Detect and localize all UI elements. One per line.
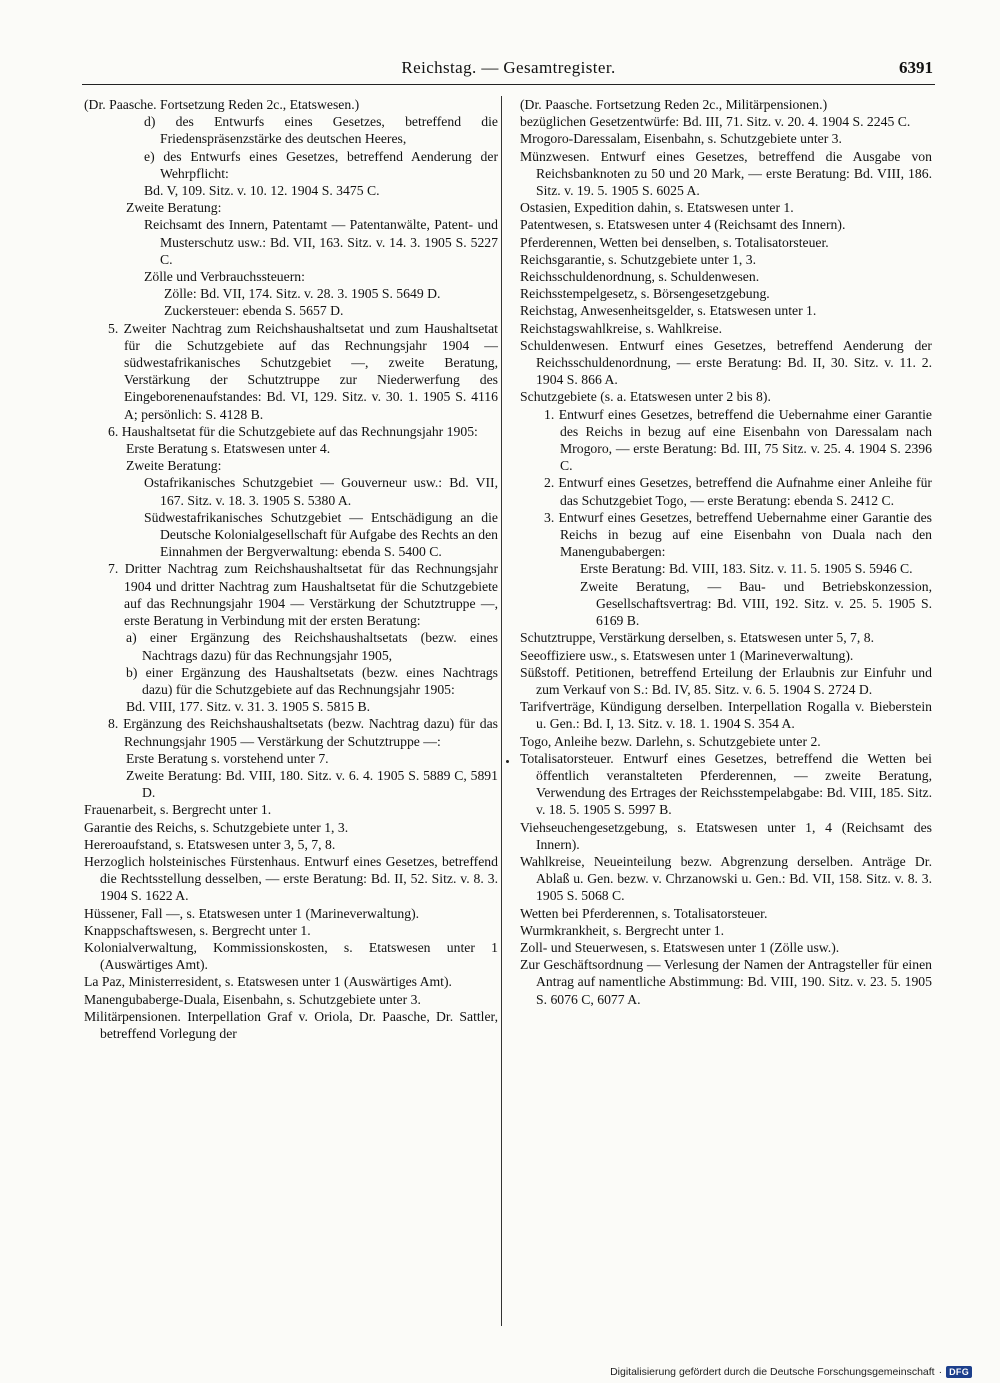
index-entry: Zoll- und Steuerwesen, s. Etatswesen unter 1 (Zölle usw.).: [520, 939, 840, 955]
index-entry: Ostasien, Expedition dahin, s. Etatswesen unter 1.: [520, 200, 794, 216]
index-entry: Hüssener, Fall —, s. Etatswesen unter 1 (Marineverwaltung).: [84, 905, 420, 921]
index-entry: Ostafrikanisches Schutzgebiet — Gouverneur usw.: Bd. VII, 167. Sitz. v. 18. 3. 1905 S. 5380 A.: [144, 475, 498, 508]
index-entry: Manengubaberge-Duala, Eisenbahn, s. Schutzgebiete unter 3.: [84, 991, 421, 1007]
index-entry: Garantie des Reichs, s. Schutzgebiete unter 1, 3.: [84, 819, 349, 835]
index-entry: a) einer Ergänzung des Reichshaushaltsetats (bezw. eines Nachtrags dazu) für das Rechnungsjahr 1905,: [126, 630, 498, 663]
index-entry: Wurmkrankheit, s. Bergrecht unter 1.: [520, 922, 725, 938]
index-entry: Zuckersteuer: ebenda S. 5657 D.: [164, 303, 344, 319]
index-entry: Zweite Beratung:: [126, 458, 222, 474]
index-entry: Herzoglich holsteinisches Fürstenhaus. Entwurf eines Gesetzes, betreffend die Rechtsstellung desselben, — erste Beratung: Bd. II, 52. Sitz. v. 8. 3. 1904 S. 1622 A.: [84, 853, 498, 904]
index-entry: Zölle und Verbrauchssteuern:: [144, 269, 305, 285]
index-entry: Zölle: Bd. VII, 174. Sitz. v. 28. 3. 1905 S. 5649 D.: [164, 286, 441, 302]
page-number: 6391: [899, 58, 933, 77]
index-entry: Schutzgebiete (s. a. Etatswesen unter 2 bis 8).: [520, 389, 771, 405]
column-divider: [501, 96, 502, 1326]
index-entry: Zur Geschäftsordnung — Verlesung der Namen der Antragsteller für einen Antrag auf namentliche Abstimmung: Bd. VIII, 190. Sitz. v. 23. 5. 1905 S. 6076 C, 6077 A.: [520, 957, 932, 1007]
index-entry: Totalisatorsteuer. Entwurf eines Gesetzes, betreffend die Wetten bei öffentlich veranstalteten Pferderennen, — zweite Beratung, Verwendung des Ertrages der Reichsstempelabgabe: Bd. VIII, 185. Sitz. v. 18. 5. 1905 S. 5997 B.: [520, 750, 932, 818]
index-entry: e) des Entwurfs eines Gesetzes, betreffend Aenderung der Wehrpflicht:: [144, 148, 498, 181]
dfg-logo: DFG: [946, 1366, 972, 1378]
index-entry: Knappschaftswesen, s. Bergrecht unter 1.: [84, 922, 311, 938]
index-entry: 8. Ergänzung des Reichshaushaltsetats (bezw. Nachtrag dazu) für das Rechnungsjahr 1905 — Verstärkung der Schutztruppe —:: [108, 716, 498, 749]
footer-credit: Digitalisierung gefördert durch die Deutsche Forschungsgemeinschaft: [610, 1366, 935, 1378]
right-column: [520, 96, 932, 1008]
index-entry: d) des Entwurfs eines Gesetzes, betreffend die Friedenspräsenzstärke des deutschen Heeres,: [144, 114, 498, 147]
running-title: Reichstag. — Gesamtregister.: [401, 58, 616, 77]
footer-separator: ·: [938, 1366, 943, 1378]
index-entry: La Paz, Ministerresident, s. Etatswesen unter 1 (Auswärtiges Amt).: [84, 974, 452, 990]
page-header: [82, 58, 935, 85]
index-entry: Seeoffiziere usw., s. Etatswesen unter 1 (Marineverwaltung).: [520, 647, 854, 663]
index-entry: Zweite Beratung, — Bau- und Betriebskonzession, Gesellschaftsvertrag: Bd. VIII, 192. Sitz. v. 25. 5. 1905 S. 6169 B.: [580, 578, 932, 629]
index-entry: Südwestafrikanisches Schutzgebiet — Entschädigung an die Deutsche Kolonialgesellschaft für Aufgabe des Rechts an den Einnahmen der Bergverwaltung: ebenda S. 5400 C.: [144, 509, 498, 560]
index-entry: Erste Beratung s. vorstehend unter 7.: [126, 750, 329, 766]
index-entry: Schuldenwesen. Entwurf eines Gesetzes, betreffend Aenderung der Reichsschuldenordnung, — erste Beratung: Bd. II, 30. Sitz. v. 11. 2. 1904 S. 866 A.: [520, 337, 932, 388]
index-entry: Zweite Beratung:: [126, 200, 222, 216]
index-entry: Schutztruppe, Verstärkung derselben, s. Etatswesen unter 5, 7, 8.: [520, 630, 875, 646]
index-entry: (Dr. Paasche. Fortsetzung Reden 2c., Etatswesen.): [84, 97, 360, 112]
index-entry: Reichsgarantie, s. Schutzgebiete unter 1, 3.: [520, 251, 757, 267]
index-entry: Patentwesen, s. Etatswesen unter 4 (Reichsamt des Innern).: [520, 217, 846, 233]
index-entry: Erste Beratung s. Etatswesen unter 4.: [126, 441, 331, 457]
index-entry: Reichstag, Anwesenheitsgelder, s. Etatswesen unter 1.: [520, 303, 817, 319]
index-entry: Wetten bei Pferderennen, s. Totalisatorsteuer.: [520, 905, 768, 921]
index-entry: Bd. V, 109. Sitz. v. 10. 12. 1904 S. 3475 C.: [144, 183, 380, 199]
index-entry: Frauenarbeit, s. Bergrecht unter 1.: [84, 802, 272, 818]
index-entry: Münzwesen. Entwurf eines Gesetzes, betreffend die Ausgabe von Reichsbanknoten zu 50 und 20 Mark, — erste Beratung: Bd. VIII, 186. Sitz. v. 19. 5. 1905 S. 6025 A.: [520, 148, 932, 199]
index-entry: 1. Entwurf eines Gesetzes, betreffend die Uebernahme einer Garantie des Reichs in bezug auf eine Eisenbahn von Daressalam nach Mrogoro, — erste Beratung: Bd. III, 75 Sitz. v. 25. 4. 1904 S. 2396 C.: [544, 406, 932, 474]
index-entry: Reichstagswahlkreise, s. Wahlkreise.: [520, 320, 723, 336]
index-entry: Hereroaufstand, s. Etatswesen unter 3, 5, 7, 8.: [84, 836, 336, 852]
index-entry: b) einer Ergänzung des Haushaltsetats (bezw. eines Nachtrags dazu) für die Schutzgebiete auf das Rechnungsjahr 1905:: [126, 664, 498, 697]
index-entry: 5. Zweiter Nachtrag zum Reichshaushaltsetat und zum Haushaltsetat für die Schutzgebiete auf das Rechnungsjahr 1904 — südwestafrikanisches Schutzgebiet —, zweite Beratung, Verstärkung der Schutztruppe zur Niederwerfung des Eingeborenenaufstandes: Bd. VI, 129. Sitz. v. 30. 1. 1905 S. 4116 A; persönlich: S. 4128 B.: [108, 320, 498, 422]
index-entry: Tarifverträge, Kündigung derselben. Interpellation Rogalla v. Bieberstein u. Gen.: Bd. I, 13. Sitz. v. 18. 1. 1904 S. 354 A.: [520, 699, 932, 732]
index-entry: Zweite Beratung: Bd. VIII, 180. Sitz. v. 6. 4. 1905 S. 5889 C, 5891 D.: [126, 767, 498, 801]
index-entry: Militärpensionen. Interpellation Graf v. Oriola, Dr. Paasche, Dr. Sattler, betreffend Vorlegung der: [84, 1008, 498, 1041]
index-entry: Bd. VIII, 177. Sitz. v. 31. 3. 1905 S. 5815 B.: [126, 699, 371, 715]
index-entry: Togo, Anleihe bezw. Darlehn, s. Schutzgebiete unter 2.: [520, 733, 821, 749]
index-entry: Reichsamt des Innern, Patentamt — Patentanwälte, Patent- und Musterschutz usw.: Bd. VII, 163. Sitz. v. 14. 3. 1905 S. 5227 C.: [144, 217, 498, 267]
footer: [610, 1366, 972, 1378]
index-entry: Reichsschuldenordnung, s. Schuldenwesen.: [520, 269, 760, 285]
index-entry: Viehseuchengesetzgebung, s. Etatswesen unter 1, 4 (Reichsamt des Innern).: [520, 819, 932, 852]
index-entry: Reichsstempelgesetz, s. Börsengesetzgebung.: [520, 286, 770, 302]
index-entry: Süßstoff. Petitionen, betreffend Erteilung der Erlaubnis zur Einfuhr und zum Verkauf von S.: Bd. IV, 85. Sitz. v. 6. 5. 1904 S. 2724 D.: [520, 664, 932, 697]
index-entry: 3. Entwurf eines Gesetzes, betreffend Uebernahme einer Garantie des Reichs in bezug auf eine Eisenbahn von Duala nach den Manengubabergen:: [544, 509, 932, 560]
print-speck: [506, 760, 509, 763]
index-entry: Kolonialverwaltung, Kommissionskosten, s. Etatswesen unter 1 (Auswärtiges Amt).: [84, 939, 498, 973]
left-column: [84, 96, 498, 1042]
index-entry: bezüglichen Gesetzentwürfe: Bd. III, 71. Sitz. v. 20. 4. 1904 S. 2245 C.: [520, 114, 911, 130]
index-entry: (Dr. Paasche. Fortsetzung Reden 2c., Militärpensionen.): [520, 97, 828, 112]
index-entry: 7. Dritter Nachtrag zum Reichshaushaltsetat für das Rechnungsjahr 1904 und dritter Nachtrag zum Haushaltsetat für die Schutzgebiete auf das Rechnungsjahr 1904 — Verstärkung der Schutztruppe —, erste Beratung in Verbindung mit der ersten Beratung:: [108, 561, 498, 629]
index-entry: Pferderennen, Wetten bei denselben, s. Totalisatorsteuer.: [520, 234, 829, 250]
index-entry: 2. Entwurf eines Gesetzes, betreffend die Aufnahme einer Anleihe für das Schutzgebiet Togo, — erste Beratung: ebenda S. 2412 C.: [544, 475, 932, 508]
index-entry: 6. Haushaltsetat für die Schutzgebiete auf das Rechnungsjahr 1905:: [108, 423, 478, 439]
index-entry: Erste Beratung: Bd. VIII, 183. Sitz. v. 11. 5. 1905 S. 5946 C.: [580, 561, 913, 577]
index-entry: Wahlkreise, Neueinteilung bezw. Abgrenzung derselben. Anträge Dr. Ablaß u. Gen. bezw. v. Chrzanowski u. Gen.: Bd. VII, 158. Sitz. v. 8. 3. 1905 S. 5068 C.: [520, 853, 932, 904]
index-entry: Mrogoro-Daressalam, Eisenbahn, s. Schutzgebiete unter 3.: [520, 131, 842, 147]
